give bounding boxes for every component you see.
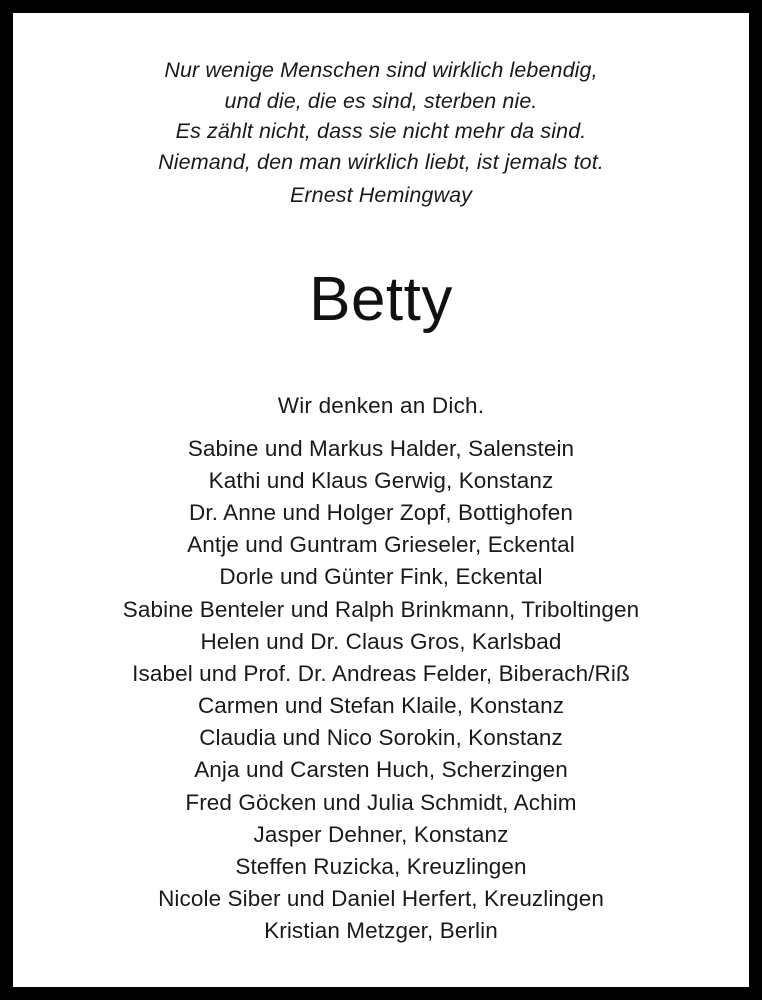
mourners-list [47,433,715,948]
list-item: Carmen und Stefan Klaile, Konstanz [197,693,565,719]
list-item: Claudia und Nico Sorokin, Konstanz [199,725,563,751]
notice-content [13,13,749,987]
list-item: Steffen Ruzicka, Kreuzlingen [235,853,527,879]
quote-block [47,55,715,211]
list-item: Dr. Anne und Holger Zopf, Bottighofen [189,500,573,526]
list-item: Jasper Dehner, Konstanz [253,821,509,847]
list-item: Sabine und Markus Halder, Salenstein [187,435,575,461]
list-item: Anja und Carsten Huch, Scherzingen [194,757,568,783]
list-item: Sabine Benteler und Ralph Brinkmann, Triboltingen [122,596,640,622]
list-item: Fred Göcken und Julia Schmidt, Achim [185,789,577,815]
quote-line-2: und die, die es sind, sterben nie. [224,88,538,113]
deceased-name: Betty [309,264,453,334]
list-item: Helen und Dr. Claus Gros, Karlsbad [200,628,562,654]
quote-line-4: Niemand, den man wirklich liebt, ist jemals tot. [158,150,604,175]
quote-line-1: Nur wenige Menschen sind wirklich lebendig, [164,58,598,82]
list-item: Kathi und Klaus Gerwig, Konstanz [208,467,554,493]
list-item: Isabel und Prof. Dr. Andreas Felder, Biberach/Riß [132,660,630,686]
list-item: Nicole Siber und Daniel Herfert, Kreuzlingen [158,886,604,912]
list-item: Kristian Metzger, Berlin [264,918,498,944]
list-item: Dorle und Günter Fink, Eckental [219,564,543,590]
list-item: Antje und Guntram Grieseler, Eckental [187,532,575,558]
quote-line-3: Es zählt nicht, dass sie nicht mehr da sind. [175,119,587,144]
quote-author: Ernest Hemingway [289,182,473,207]
dedication-text: Wir denken an Dich. [277,392,485,418]
